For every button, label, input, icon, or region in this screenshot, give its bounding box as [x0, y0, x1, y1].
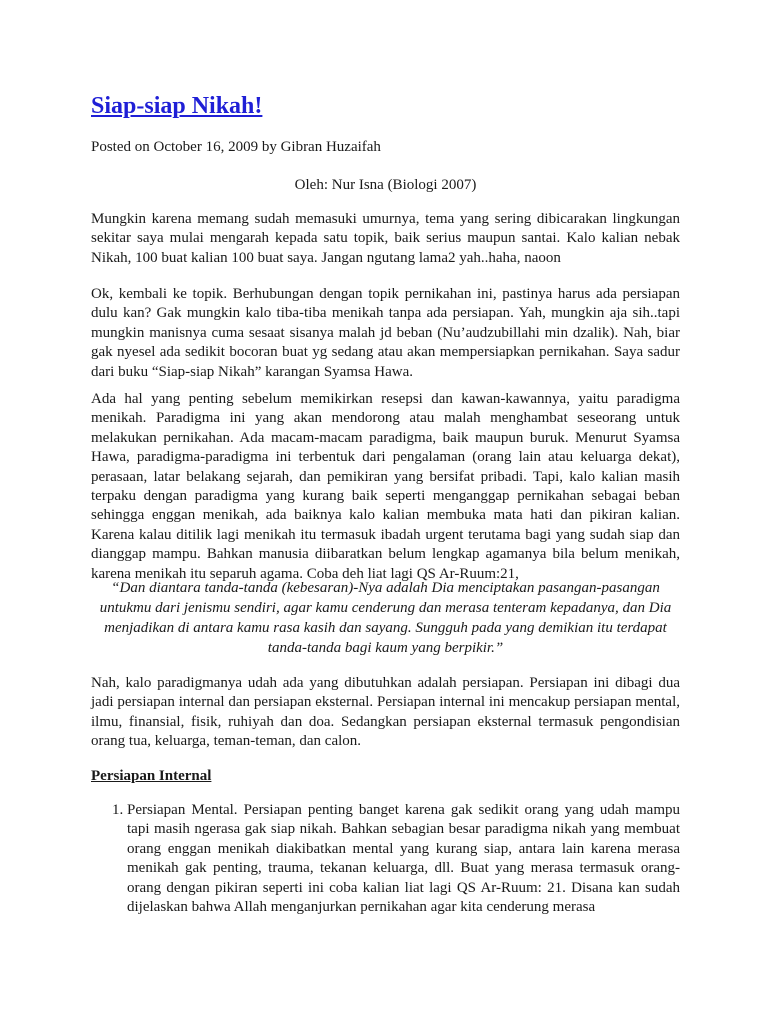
post-title-link[interactable]: Siap-siap Nikah!	[91, 93, 263, 119]
posted-meta: Posted on October 16, 2009 by Gibran Huzaifah	[91, 139, 381, 155]
section-heading-internal: Persiapan Internal	[91, 768, 212, 784]
list-item	[91, 801, 680, 917]
author-byline: Oleh: Nur Isna (Biologi 2007)	[294, 177, 477, 193]
paragraph-topic: Ok, kembali ke topik. Berhubungan dengan topik pernikahan ini, pastinya harus ada persiapan dulu kan? Gak mungkin kalo tiba-tiba menikah tanpa ada persiapan. Yah, mungkin aja sih..tapi mungkin manisnya cuma sesaat sisanya malah jd beban (Nu’audzubillahi min dzalik). Nah, biar gak nyesel ada sedikit bocoran buat yg sedang atau akan mempersiapkan pernikahan. Saya sadur dari buku “Siap-siap Nikah” karangan Syamsa Hawa.	[91, 286, 680, 380]
paragraph-preparation: Nah, kalo paradigmanya udah ada yang dibutuhkan adalah persiapan. Persiapan ini dibagi dua jadi persiapan internal dan persiapan eksternal. Persiapan internal ini mencakup persiapan mental, ilmu, finansial, fisik, ruhiyah dan doa. Sedangkan persiapan eksternal termasuk pengondisian orang tua, keluarga, teman-teman, dan calon.	[91, 675, 680, 750]
list-item-number: 1.	[112, 802, 124, 818]
list-item-text: Persiapan Mental. Persiapan penting banget karena gak sedikit orang yang udah mampu tapi masih ngerasa gak siap nikah. Bahkan sebagian besar paradigma nikah yang membuat orang enggan menikah diakibatkan mental yang kurang siap, antara lain karena merasa menikah gak penting, trauma, tekanan keluarga, dll. Buat yang merasa termasuk orang-orang dengan pikiran seperti ini coba kalian liat lagi QS Ar-Ruum: 21. Disana kan sudah dijelaskan bahwa Allah menganjurkan pernikahan agar kita cenderung merasa	[127, 802, 680, 916]
quran-quote: “Dan diantara tanda-tanda (kebesaran)-Nya adalah Dia menciptakan pasangan-pasangan untukmu dari jenismu sendiri, agar kamu cenderung dan merasa tenteram kepadanya, dan Dia menjadikan di antara kamu rasa kasih dan sayang. Sungguh pada yang demikian itu terdapat tanda-tanda bagi kaum yang berpikir.”	[99, 580, 672, 656]
paragraph-intro: Mungkin karena memang sudah memasuki umurnya, tema yang sering dibicarakan lingkungan sekitar saya mulai mengarah kepada satu topik, baik serius maupun santai. Kalo kalian nebak Nikah, 100 buat kalian 100 buat saya. Jangan ngutang lama2 yah..haha, naoon	[91, 211, 680, 266]
paragraph-paradigm: Ada hal yang penting sebelum memikirkan resepsi dan kawan-kawannya, yaitu paradigma menikah. Paradigma ini yang akan mendorong atau malah menghambat seseorang untuk melakukan pernikahan. Ada macam-macam paradigma, baik maupun buruk. Menurut Syamsa Hawa, paradigma-paradigma ini terbentuk dari pengalaman (orang lain atau keluarga dekat), perasaan, latar belakang sejarah, dan pemikiran yang bersifat pribadi. Tapi, kalo kalian masih terpaku dengan paradigma yang kurang baik seperti menganggap pernikahan sebagai beban sehingga enggan menikah, ada baiknya kalo kalian membuka mata hati dan pikiran kalian. Karena kalau ditilik lagi menikah itu termasuk ibadah urgent terutama bagi yang sudah siap dan dianggap mampu. Bahkan manusia diibaratkan belum lengkap agamanya bila belum menikah, karena menikah itu separuh agama. Coba deh liat lagi QS Ar-Ruum:21,	[91, 391, 680, 582]
preparation-list	[91, 801, 680, 917]
